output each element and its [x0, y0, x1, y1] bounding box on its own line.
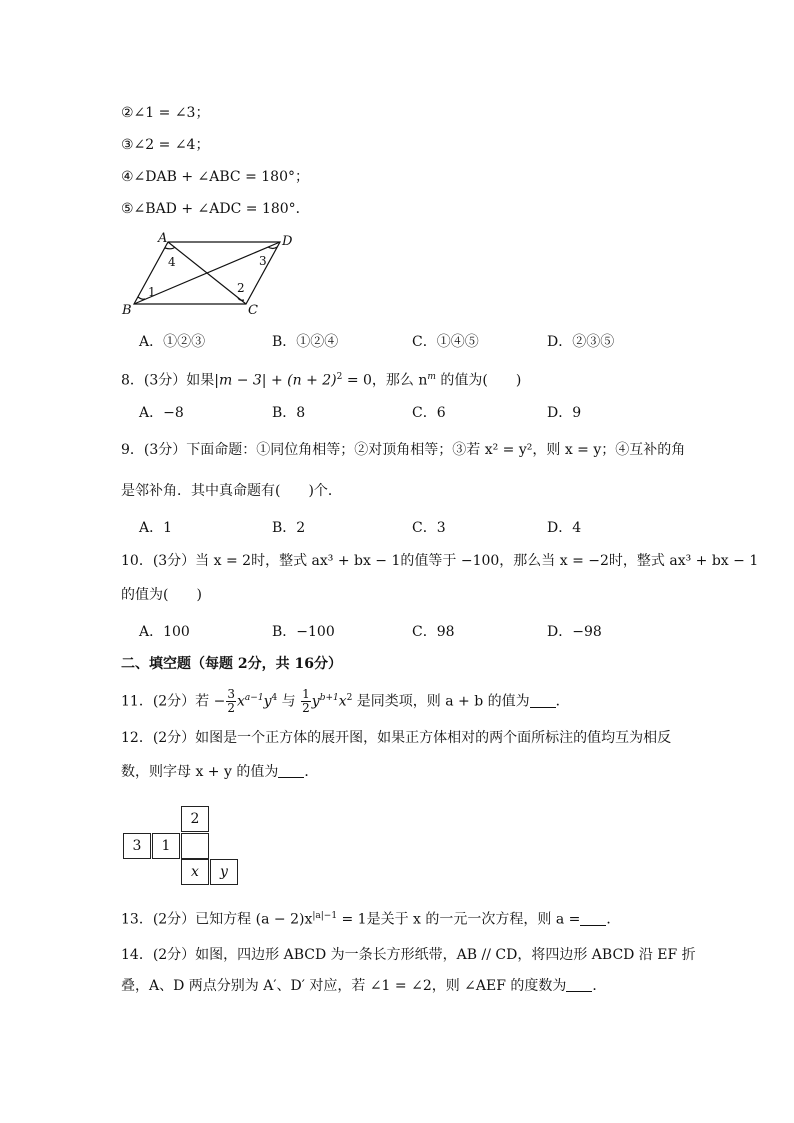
q8-exp2: m [427, 372, 436, 382]
q10-option-b: B．−100 [272, 624, 335, 640]
q9-line2: 是邻补角．其中真命题有( )个． [121, 483, 342, 499]
q14-line2-wrap [121, 976, 606, 996]
q13-stem [121, 906, 620, 930]
q13-suffix: = 1是关于 x 的一元一次方程，则 a = [337, 911, 581, 928]
q8-option-a: A．−8 [139, 405, 184, 421]
cube-face-x: x [181, 859, 209, 885]
statement-2: ②∠1 = ∠3； [121, 105, 210, 121]
q11-answer-blank[interactable] [530, 693, 556, 708]
q11-stem [121, 684, 570, 716]
q7-option-a: A．①②③ [139, 334, 206, 350]
q11-mid: 与 [277, 693, 301, 710]
q11-suffix: 是同类项，则 a + b 的值为 [352, 693, 530, 710]
angle-3-label: 3 [259, 254, 267, 268]
q9-option-c: C．3 [412, 520, 446, 536]
q8-suffix: 的值为( ) [435, 372, 522, 389]
cube-face-mid: 1 [152, 833, 180, 859]
q11-term1b-var: y [263, 693, 272, 710]
q8-option-b: B．8 [272, 405, 306, 421]
q8-option-d: D．9 [547, 405, 582, 421]
q7-option-d: D．②③⑤ [547, 334, 615, 350]
q10-option-a: A．100 [139, 624, 190, 640]
cube-face-y: y [210, 859, 238, 885]
parallelogram-figure [118, 228, 303, 320]
q9-option-d: D．4 [547, 520, 582, 536]
angle-2-label: 2 [237, 281, 245, 295]
cube-face-center [181, 833, 209, 859]
q8-prefix: 8．(3分）如果 [121, 372, 215, 389]
q9-option-b: B．2 [272, 520, 306, 536]
q12-end: ． [304, 764, 319, 780]
vertex-a-label: A [158, 231, 168, 246]
q8-mid: = 0，那么 n [342, 372, 428, 389]
q14-line2: 叠，A、D 两点分别为 A′、D′ 对应，若 ∠1 = ∠2，则 ∠AEF 的度数为 [121, 978, 567, 994]
q11-prefix: 11．(2分）若 − [121, 693, 226, 710]
statement-5: ⑤∠BAD + ∠ADC = 180°． [121, 201, 310, 217]
q11-frac2-den: 2 [302, 701, 310, 716]
statement-4: ④∠DAB + ∠ABC = 180°； [121, 169, 309, 185]
q9-line1: 9．(3分）下面命题：①同位角相等；②对顶角相等；③若 x² = y²，则 x = y；④互补的角 [121, 442, 686, 458]
q13-end: ． [606, 911, 621, 928]
q14-end: ． [592, 978, 607, 994]
q9-option-a: A．1 [139, 520, 173, 536]
section-heading: 二、填空题（每题 2分，共 16分） [121, 656, 342, 672]
q11-term2-var: y [311, 693, 320, 710]
statement-3: ③∠2 = ∠4； [121, 137, 210, 153]
q11-end: ． [555, 693, 570, 710]
q11-term2-exp: b+1 [319, 693, 339, 703]
q11-term1b-exp: 4 [271, 693, 278, 703]
q10-line2: 的值为( ) [121, 587, 202, 603]
q7-option-b: B．①②④ [272, 334, 339, 350]
q11-term1-var: x [237, 693, 245, 710]
cube-face-top: 2 [181, 806, 209, 832]
q10-option-d: D．−98 [547, 624, 602, 640]
q13-exp: |a|−1 [312, 911, 338, 921]
vertex-b-label: B [122, 303, 132, 318]
q7-option-c: C．①④⑤ [412, 334, 479, 350]
q11-fraction-2 [301, 688, 311, 715]
q13-prefix: 13．(2分）已知方程 (a − 2)x [121, 911, 313, 928]
q11-term2b-exp: 2 [346, 693, 353, 703]
angle-1-label: 1 [148, 285, 156, 299]
q12-line2: 数，则字母 x + y 的值为 [121, 764, 279, 780]
angle-4-label: 4 [168, 255, 176, 269]
q8-stem [121, 367, 521, 391]
q14-line1: 14．(2分）如图，四边形 ABCD 为一条长方形纸带，AB // CD，将四边形 ABCD 沿 EF 折 [121, 947, 696, 963]
vertex-c-label: C [248, 303, 258, 318]
q11-term2b-var: x [338, 693, 347, 710]
vertex-d-label: D [282, 234, 293, 249]
q11-fraction-1 [226, 688, 236, 715]
q14-answer-blank[interactable] [566, 977, 592, 992]
q10-option-c: C．98 [412, 624, 455, 640]
q13-answer-blank[interactable] [580, 911, 606, 926]
q11-frac2-num: 1 [302, 687, 310, 702]
q8-option-c: C．6 [412, 405, 446, 421]
q8-exp: 2 [336, 372, 343, 382]
cube-face-left: 3 [123, 833, 151, 859]
q11-frac1-num: 3 [227, 687, 236, 702]
q12-line2-wrap [121, 762, 318, 782]
q12-answer-blank[interactable] [278, 763, 304, 778]
q10-line1: 10．(3分）当 x = 2时，整式 ax³ + bx − 1的值等于 −100，那么当 x = −2时，整式 ax³ + bx − 1 [121, 553, 759, 569]
q11-frac1-den: 2 [227, 701, 236, 716]
q11-term1-exp: a−1 [244, 693, 264, 703]
q8-expr: |m − 3| + (n + 2) [214, 372, 337, 389]
q12-line1: 12．(2分）如图是一个正方体的展开图，如果正方体相对的两个面所标注的值均互为相反 [121, 730, 672, 746]
